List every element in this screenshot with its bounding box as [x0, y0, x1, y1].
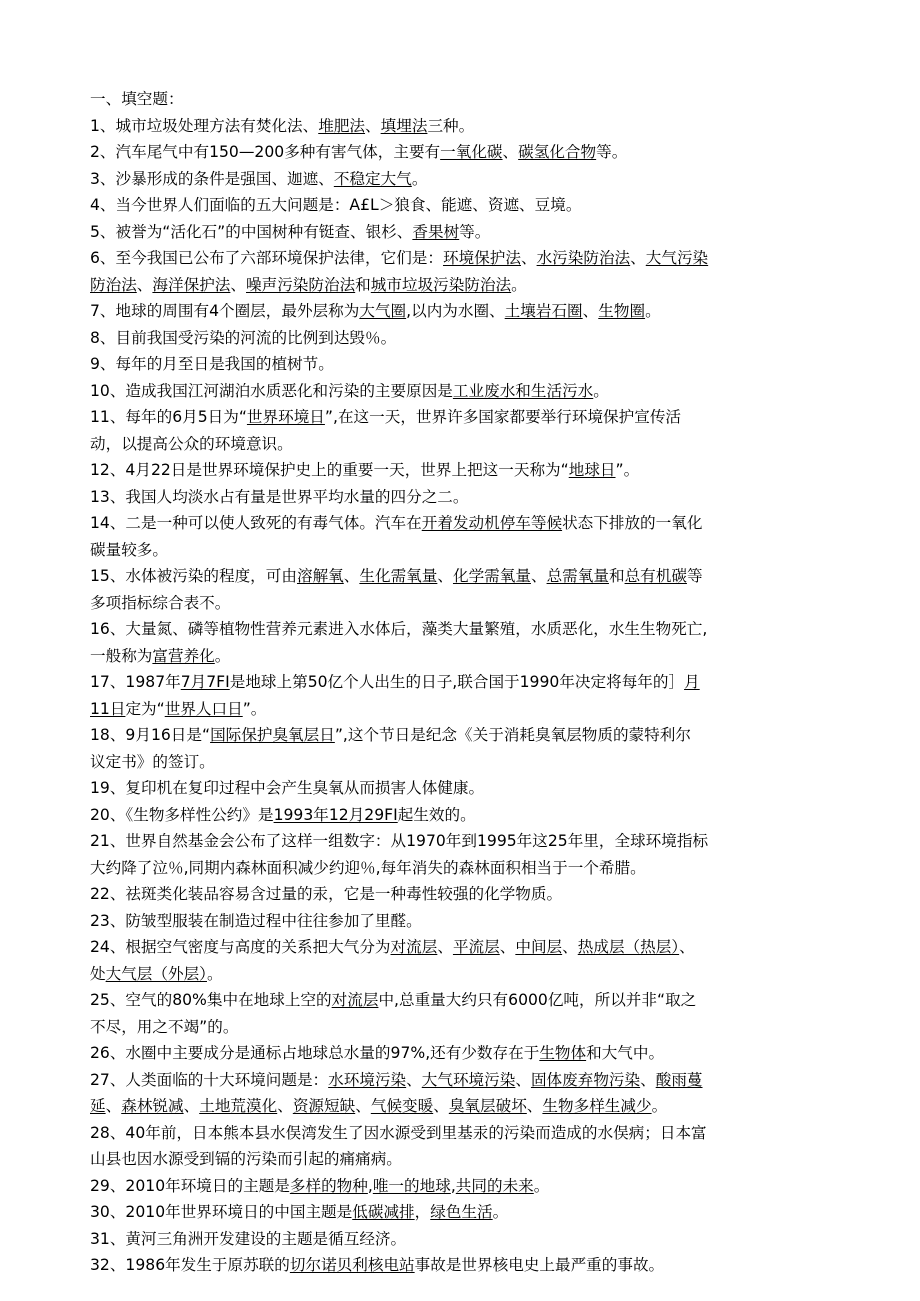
line-text: 、	[526, 1097, 543, 1115]
line-text: 处	[90, 964, 106, 983]
answer-text: 对流层	[331, 991, 379, 1009]
line-text: 等	[686, 567, 703, 585]
line-text: 事故是世界核电史上最严重的事故。	[414, 1256, 665, 1274]
line-text: 状态下排放的一氧化	[562, 514, 703, 532]
answer-text: 碳氢化合物	[518, 143, 597, 161]
line-text: 、	[277, 1097, 293, 1115]
line-text: 。	[206, 964, 223, 983]
line-text: 、	[502, 143, 519, 161]
answer-text: 总需氧量	[546, 567, 609, 585]
answer-text: 大气层（外层）	[105, 964, 207, 983]
line-text: 和	[608, 567, 625, 585]
line-text: 和大气中。	[586, 1044, 665, 1062]
line-text: 、	[679, 938, 695, 956]
line-text: 17、1987年	[90, 673, 181, 691]
line-text: ,	[450, 1176, 456, 1195]
question-line	[90, 484, 835, 511]
line-text: 定为“	[125, 699, 165, 718]
line-text: ,以内为水圈、	[406, 302, 505, 320]
question-line	[90, 1252, 835, 1279]
question-line	[90, 590, 835, 617]
line-text: 11、每年的6月5日为“	[90, 408, 247, 426]
answer-text: 生物体	[539, 1044, 587, 1062]
question-line	[90, 113, 835, 140]
line-text: 、	[355, 1097, 371, 1115]
line-text: 13、我国人均淡水占有量是世界平均水量的四分之二。	[90, 487, 469, 506]
line-text: 、	[105, 1097, 122, 1115]
line-text: 一般称为	[90, 646, 153, 665]
line-text: 大约降了泣％,同期内森林面积减少约迎％,每年消失的森林面积相当于一个希腊。	[90, 858, 646, 877]
document-page	[90, 86, 835, 1279]
question-line	[90, 722, 835, 749]
line-text: 。	[533, 1176, 550, 1195]
question-line	[90, 1226, 835, 1253]
line-text: 、	[183, 1097, 200, 1115]
line-text: 7、地球的周围有4个圈层，最外层称为	[90, 302, 360, 320]
line-text: 21、世界自然基金会公布了这样一组数字：从1970年到1995年这25年里，全球环境指标	[90, 832, 709, 850]
answer-text: 延	[90, 1097, 106, 1115]
question-line	[90, 1199, 835, 1226]
answer-text: 11日	[90, 699, 126, 718]
question-line	[90, 669, 835, 696]
answer-text: 大气圈	[359, 302, 407, 320]
line-text: 中,总重量大约只有6000亿吨，所以并非“取之	[378, 991, 697, 1009]
line-text: 。	[593, 381, 609, 400]
line-text: 、	[437, 938, 453, 956]
question-line	[90, 325, 835, 352]
line-text: 27、人类面临的十大环境问题是：	[90, 1070, 329, 1089]
line-text: 19、复印机在复印过程中会产生臭氧从而损害人体健康。	[90, 779, 485, 797]
line-text: 、	[640, 1070, 656, 1089]
line-text: 、	[562, 938, 578, 956]
question-line	[90, 457, 835, 484]
question-line	[90, 828, 835, 855]
line-text: 24、根据空气密度与高度的关系把大气分为	[90, 938, 391, 956]
line-text: 多项指标综合表不。	[90, 593, 231, 612]
question-line	[90, 908, 835, 935]
line-text: 10、造成我国江河湖泊水质恶化和污染的主要原因是	[90, 381, 453, 400]
line-text: 三种。	[427, 116, 475, 135]
line-text: 等。	[459, 222, 491, 241]
line-text: 5、被誉为“活化石”的中国树种有铤查、银杉、	[90, 222, 413, 241]
answer-text: 不稳定大气	[333, 169, 412, 188]
question-line	[90, 192, 835, 219]
line-text: 18、9月16日是“	[90, 726, 211, 744]
line-text: 1、城市垃圾处理方法有焚化法、	[90, 116, 319, 135]
answer-text: 世界环境日	[246, 408, 325, 426]
line-text: 。	[411, 169, 428, 188]
question-line	[90, 1093, 835, 1120]
answer-text: 对流层	[390, 938, 438, 956]
question-line	[90, 1040, 835, 1067]
answer-text: 唯一的地球	[372, 1176, 451, 1195]
line-text: 议定书》的签订。	[90, 752, 215, 771]
answer-text: 噪声污染防治法	[246, 275, 356, 294]
question-line	[90, 510, 835, 537]
answer-text: 国际保护臭氧层日	[210, 726, 335, 744]
question-line	[90, 298, 835, 325]
answer-text: 热成层（热层）	[577, 938, 680, 956]
line-text: 碳量较多。	[90, 540, 168, 559]
answer-text: 森林锐减	[121, 1097, 184, 1115]
answer-text: 月	[684, 673, 700, 691]
question-line	[90, 749, 835, 776]
answer-text: 一氧化碳	[440, 143, 503, 161]
question-line	[90, 404, 835, 431]
answer-text: 溶解氧	[296, 567, 344, 585]
answer-text: 生物多样生减少	[542, 1097, 652, 1115]
question-line	[90, 802, 835, 829]
line-text: 、	[136, 275, 153, 294]
question-line	[90, 1173, 835, 1200]
line-text: 、	[499, 938, 516, 956]
answer-text: 酸雨蔓	[655, 1070, 703, 1089]
line-text: 15、水体被污染的程度，可由	[90, 567, 297, 585]
line-text: 、	[530, 567, 547, 585]
answer-text: 土壤岩石圈	[504, 302, 583, 320]
answer-text: 富营养化	[152, 646, 215, 665]
answer-text: 海洋保护法	[152, 275, 231, 294]
line-text: 等。	[596, 143, 628, 161]
section-heading: 一、填空题：	[90, 90, 184, 108]
answer-text: 防治法	[90, 275, 137, 294]
answer-text: 化学需氧量	[452, 567, 531, 585]
question-line	[90, 139, 835, 166]
answer-text: 共同的未来	[455, 1176, 534, 1195]
question-line	[90, 961, 835, 988]
line-text: 。	[651, 1097, 668, 1115]
line-text: 、	[630, 249, 646, 267]
line-text: 不尽，用之不竭”的。	[90, 1017, 239, 1036]
line-text: 。	[214, 646, 231, 665]
line-text: 。	[511, 275, 527, 294]
line-text: 、	[582, 302, 599, 320]
question-line	[90, 1014, 835, 1041]
line-text: ,	[367, 1176, 373, 1195]
line-text: 23、防皱型服装在制造过程中往往参加了里醛。	[90, 911, 422, 930]
line-text: 、	[520, 249, 537, 267]
answer-text: 生化需氧量	[359, 567, 438, 585]
question-line	[90, 351, 835, 378]
answer-text: 固体废弃物污染	[530, 1070, 641, 1089]
question-line	[90, 1067, 835, 1094]
question-line	[90, 245, 835, 272]
line-text: ，	[414, 1203, 431, 1221]
answer-text: 生物圈	[598, 302, 646, 320]
answer-text: 工业废水和生活污水	[452, 381, 594, 400]
line-text: 31、黄河三角洲开发建设的主题是循互经济。	[90, 1229, 407, 1248]
line-text: 30、2010年世界环境日的中国主题是	[90, 1203, 353, 1221]
question-line	[90, 166, 835, 193]
answer-text: 填埋法	[380, 116, 428, 135]
answer-text: 多样的物种	[289, 1176, 368, 1195]
line-text: 28、40年前，日本熊本县水俣湾发生了因水源受到里基汞的污染而造成的水俣病；日本富	[90, 1123, 707, 1142]
line-text: 。	[492, 1203, 509, 1221]
line-text: 12、4月22日是世界环境保护史上的重要一天，世界上把这一天称为“	[90, 461, 569, 479]
answer-text: 大气污染	[645, 249, 709, 267]
line-text: 、	[365, 116, 381, 135]
question-line	[90, 537, 835, 564]
answer-text: 开着发动机停车等候	[421, 514, 563, 532]
question-line	[90, 881, 835, 908]
question-line	[90, 616, 835, 643]
answer-text: 气候变暖	[370, 1097, 434, 1115]
question-line	[90, 934, 835, 961]
question-line	[90, 1120, 835, 1147]
line-text: 是地球上第50亿个人出生的日子,联合国于1990年决定将每年的］	[229, 673, 685, 691]
line-text: 起生效的。	[397, 805, 476, 824]
line-text: 25、空气的80%集中在地球上空的	[90, 991, 332, 1009]
question-line	[90, 1146, 835, 1173]
answer-text: 堆肥法	[318, 116, 366, 135]
answer-text: 绿色生活	[430, 1203, 493, 1221]
answer-text: 城市垃圾污染防治法	[370, 275, 512, 294]
answer-text: 平流层	[452, 938, 500, 956]
question-line	[90, 378, 835, 405]
line-text: 山县也因水源受到镉的污染而引起的痛痛病。	[90, 1150, 402, 1168]
answer-text: 水污染防治法	[536, 249, 631, 267]
answer-text: 低碳减排	[352, 1203, 415, 1221]
line-text: 9、每年的月至日是我国的植树节。	[90, 355, 334, 373]
answer-text: 水环境污染	[328, 1070, 407, 1089]
answer-text: 中间层	[515, 938, 563, 956]
line-text: 16、大量氮、磷等植物性营养元素进入水体后，藻类大量繁殖，水质恶化，水生生物死亡,	[90, 620, 708, 638]
answer-text: 世界人口日	[164, 699, 243, 718]
question-line	[90, 987, 835, 1014]
question-line	[90, 643, 835, 670]
answer-text: 地球日	[568, 461, 616, 479]
question-line	[90, 855, 835, 882]
line-text: 动，以提高公众的环境意识。	[90, 434, 293, 453]
answer-text: 7月7FI	[180, 673, 230, 691]
answer-text: 臭氧层破坏	[448, 1097, 527, 1115]
answer-text: 香果树	[412, 222, 460, 241]
question-line	[90, 431, 835, 458]
line-text: 4、当今世界人们面临的五大问题是：A£L＞狼食、能遮、资遮、豆境。	[90, 196, 582, 214]
line-text: 20、《生物多样性公约》是	[90, 805, 274, 824]
answer-text: 切尔诺贝利核电站	[289, 1256, 415, 1274]
line-text: 、	[230, 275, 246, 294]
question-line	[90, 219, 835, 246]
answer-text: 土地荒漠化	[199, 1097, 278, 1115]
question-line	[90, 563, 835, 590]
line-text: 14、二是一种可以使人致死的有毒气体。汽车在	[90, 514, 422, 532]
answer-text: 总有机碳	[624, 567, 687, 585]
line-text: 、	[406, 1070, 422, 1089]
line-text: 3、沙暴形成的条件是强国、迦遮、	[90, 169, 334, 188]
line-text: 22、祛斑类化装品容易含过量的汞，它是一种毒性较强的化学物质。	[90, 885, 563, 903]
line-text: 、	[515, 1070, 531, 1089]
line-text: ”,在这一天，世界许多国家都要举行环境保护宣传活	[324, 408, 682, 426]
question-list	[90, 113, 835, 1279]
line-text: 26、水圈中主要成分是通标占地球总水量的97%,还有少数存在于	[90, 1044, 540, 1062]
line-text: 8、目前我国受污染的河流的比例到达毁％。	[90, 328, 397, 347]
line-text: 、	[437, 567, 453, 585]
line-text: 32、1986年发生于原苏联的	[90, 1256, 290, 1274]
question-line	[90, 775, 835, 802]
line-text: ”。	[615, 461, 640, 479]
answer-text: 1993年12月29FI	[273, 805, 398, 824]
question-line	[90, 696, 835, 723]
answer-text: 环境保护法	[442, 249, 521, 267]
line-text: ”,这个节日是纪念《关于消耗臭氧层物质的蒙特利尔	[334, 726, 691, 744]
line-text: 29、2010年环境日的主题是	[90, 1176, 290, 1195]
line-text: ”。	[242, 699, 267, 718]
line-text: 、	[433, 1097, 449, 1115]
answer-text: 大气环境污染	[421, 1070, 516, 1089]
line-text: 、	[343, 567, 360, 585]
line-text: 6、至今我国已公布了六部环境保护法律，它们是：	[90, 249, 443, 267]
line-text: 和	[355, 275, 371, 294]
line-text: 。	[645, 302, 661, 320]
answer-text: 资源短缺	[292, 1097, 356, 1115]
question-line	[90, 272, 835, 299]
line-text: 2、汽车尾气中有150—200多种有害气体，主要有	[90, 143, 441, 161]
